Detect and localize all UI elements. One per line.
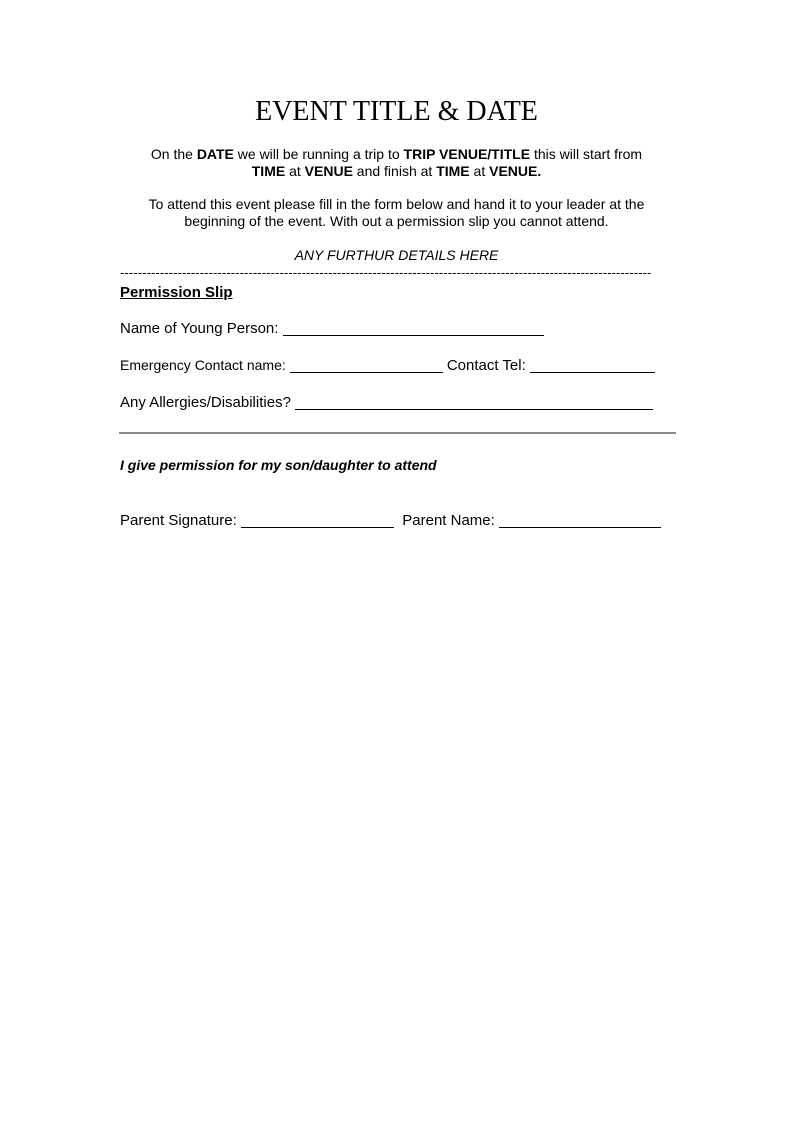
intro-text: we will be running a trip to — [233, 146, 404, 162]
parent-name-label: Parent Name: — [402, 512, 499, 529]
date-placeholder: DATE — [196, 146, 234, 162]
start-venue-placeholder: VENUE — [304, 163, 353, 179]
intro-paragraph — [110, 146, 683, 180]
permission-slip-heading: Permission Slip — [120, 284, 233, 301]
further-details: ANY FURTHUR DETAILS HERE — [294, 247, 499, 263]
event-title: EVENT TITLE & DATE — [255, 96, 538, 127]
contact-tel-label: Contact Tel: — [446, 357, 530, 374]
end-venue-placeholder: VENUE. — [489, 163, 542, 179]
section-divider — [119, 432, 676, 434]
allergies-row — [120, 393, 653, 412]
emergency-contact-label: Emergency Contact name: — [120, 357, 290, 373]
intro-text: at — [469, 163, 490, 179]
young-person-row — [120, 319, 544, 338]
instructions-paragraph — [110, 196, 683, 230]
intro-text: and finish at — [352, 163, 437, 179]
instructions-line-1: To attend this event please fill in the form below and hand it to your leader at the — [148, 196, 645, 212]
contact-tel-field[interactable] — [530, 358, 655, 373]
parent-signature-row — [120, 511, 661, 530]
young-person-label: Name of Young Person: — [120, 320, 283, 337]
emergency-contact-row — [120, 356, 655, 375]
instructions-line-2: beginning of the event. With out a permission slip you cannot attend. — [184, 213, 609, 229]
end-time-placeholder: TIME — [436, 163, 470, 179]
intro-text: On the — [150, 146, 197, 162]
parent-name-field[interactable] — [499, 513, 661, 528]
allergies-label: Any Allergies/Disabilities? — [120, 394, 296, 411]
cut-line: ------------------------------------------------------------------------------------------------------------------------ — [120, 265, 652, 280]
parent-signature-field[interactable] — [241, 513, 394, 528]
intro-text: at — [285, 163, 305, 179]
young-person-field[interactable] — [283, 321, 544, 336]
intro-text: this will start from — [530, 146, 643, 162]
emergency-contact-field[interactable] — [290, 358, 443, 373]
trip-venue-title-placeholder: TRIP VENUE/TITLE — [403, 146, 531, 162]
permission-statement: I give permission for my son/daughter to attend — [120, 457, 437, 473]
start-time-placeholder: TIME — [251, 163, 286, 179]
allergies-field[interactable] — [295, 395, 653, 410]
parent-signature-label: Parent Signature: — [120, 512, 241, 529]
